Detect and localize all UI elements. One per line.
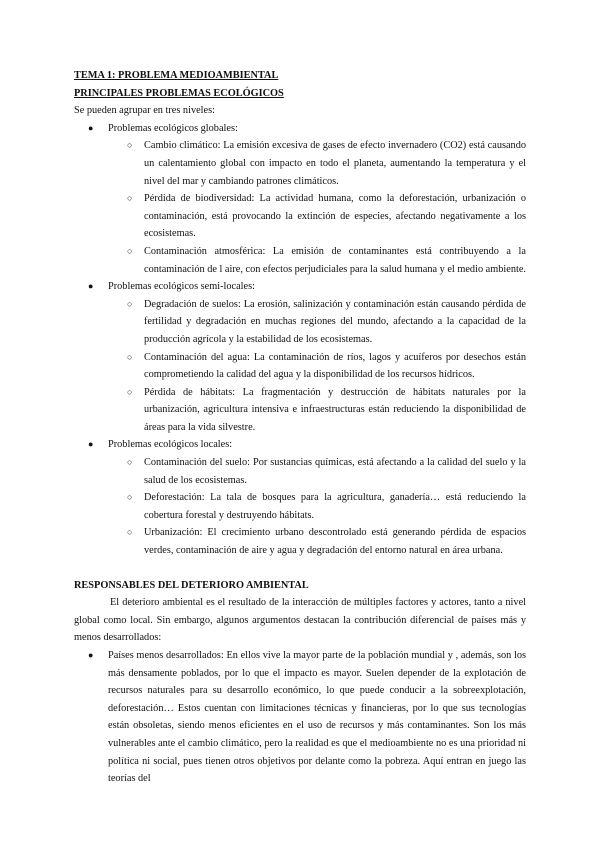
sub-bullet-icon: ○ xyxy=(127,351,133,362)
group-label: Problemas ecológicos semi-locales: xyxy=(108,281,255,293)
list-item xyxy=(108,454,526,489)
list-item xyxy=(74,647,526,788)
list-item-text: Urbanización: El crecimiento urbano descontrolado está generando pérdida de espacios verdes, contaminación de aire y agua y degradación del entorno natural en área urbana. xyxy=(144,527,526,557)
intro-text: Se pueden agrupar en tres niveles: xyxy=(74,105,215,117)
section-heading-ecological-problems: PRINCIPALES PROBLEMAS ECOLÓGICOS xyxy=(74,87,284,99)
list-item xyxy=(108,524,526,559)
sub-bullet-icon: ○ xyxy=(127,193,133,204)
list-item xyxy=(108,243,526,278)
list-item-text: Deforestación: La tala de bosques para la agricultura, ganadería… está reduciendo la cobertura forestal y destruyendo hábitats. xyxy=(144,492,526,521)
group-label: Problemas ecológicos globales: xyxy=(108,122,238,134)
group-label: Problemas ecológicos locales: xyxy=(108,439,233,451)
bullet-icon: ● xyxy=(88,281,94,292)
list-item xyxy=(108,384,526,437)
sub-list xyxy=(108,296,526,437)
sub-bullet-icon: ○ xyxy=(127,527,133,538)
document-body xyxy=(74,67,526,788)
group-semi-local xyxy=(74,278,526,436)
section-paragraph: El deterioro ambiental es el resultado de la interacción de múltiples factores y actores, tanto a nivel global como local. Sin embargo, algunos argumentos destacan la contribución diferencial de países más y menos desarrollados: xyxy=(74,597,526,644)
bullet-icon: ● xyxy=(88,439,94,450)
bullet-icon: ● xyxy=(88,650,94,660)
sub-bullet-icon: ○ xyxy=(127,386,133,397)
page-title: TEMA 1: PROBLEMA MEDIOAMBIENTAL xyxy=(74,70,279,81)
sub-bullet-icon: ○ xyxy=(127,492,133,503)
list-item-text: Contaminación del suelo: Por sustancias químicas, está afectando a la calidad del suelo y la salud de los ecosistemas. xyxy=(144,457,526,486)
spacer xyxy=(74,560,526,577)
sub-bullet-icon: ○ xyxy=(127,457,133,468)
list-item-text: Contaminación atmosférica: La emisión de contaminantes está contribuyendo a la contaminación de l aire, con efectos perjudiciales para la salud humana y el medio ambiente. xyxy=(144,245,526,275)
list-item-text: Degradación de suelos: La erosión, salinización y contaminación están causando pérdida de fertilidad y degradación en muchas regiones del mundo, afectando a la capacidad de la producción agrícola y la estabilidad de los ecosistemas. xyxy=(144,298,526,345)
sub-bullet-icon: ○ xyxy=(127,140,133,151)
sub-bullet-icon: ○ xyxy=(127,245,133,256)
group-global xyxy=(74,120,526,278)
bullet-icon: ● xyxy=(88,122,94,133)
group-local xyxy=(74,436,526,559)
list-item xyxy=(108,349,526,384)
list-item xyxy=(108,190,526,243)
problem-groups-list xyxy=(74,120,526,560)
section-heading-responsibles: RESPONSABLES DEL DETERIORO AMBIENTAL xyxy=(74,579,309,591)
responsibles-list xyxy=(74,647,526,788)
list-item xyxy=(108,137,526,190)
sub-bullet-icon: ○ xyxy=(127,298,133,309)
list-item-text: Pérdida de biodiversidad: La actividad humana, como la deforestación, urbanización o contaminación, está provocando la extinción de especies, afectando negativamente a los ecosistemas. xyxy=(144,193,526,240)
list-item-text: Países menos desarrollados: En ellos vive la mayor parte de la población mundial y , además, son los más densamente poblados, por lo que el impacto es mayor. Suelen depender de la explotación de recursos naturales para su desarrollo económico, lo que puede conducir a la sobreexplotación, deforestación… Estos cuentan con limitaciones técnicas y financieras, por lo que sus tecnologías están obsoletas, siendo menos eficientes en el uso de recursos y más contaminantes. Son los más vulnerables ante el cambio climático, pero la realidad es que el medioambiente no es una prioridad ni política ni social, pues tienen otros objetivos por delante como la pobreza. Aquí entran en juego las teorías del xyxy=(108,650,526,785)
sub-list xyxy=(108,137,526,278)
list-item-text: Pérdida de hábitats: La fragmentación y destrucción de hábitats naturales por la urbanización, agricultura intensiva e infraestructuras están reduciendo la disponibilidad de áreas para la vida silvestre. xyxy=(144,386,526,433)
list-item-text: Cambio climático: La emisión excesiva de gases de efecto invernadero (CO2) está causando un calentamiento global con impacto en todo el planeta, aumentando la temperatura y el nivel del mar y cambiando patrones climáticos. xyxy=(144,140,526,187)
list-item xyxy=(108,489,526,524)
list-item xyxy=(108,296,526,349)
sub-list xyxy=(108,454,526,560)
list-item-text: Contaminación del agua: La contaminación de ríos, lagos y acuíferos por desechos están comprometiendo la calidad del agua y la disponibilidad de los recursos hídricos. xyxy=(144,351,526,381)
